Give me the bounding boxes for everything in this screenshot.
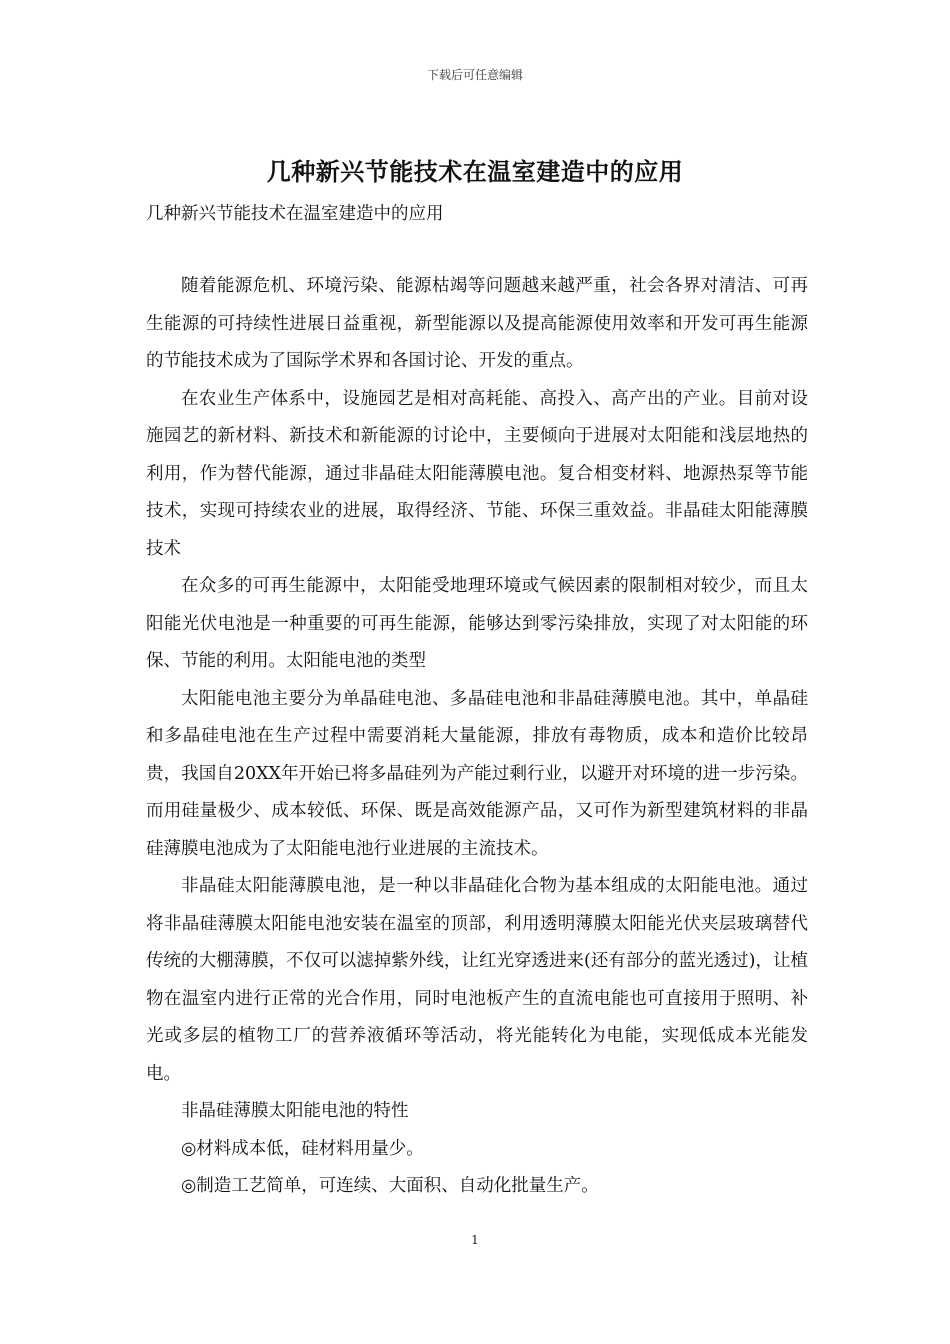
section-heading: 非晶硅薄膜太阳能电池的特性 (181, 1101, 409, 1121)
paragraph: 在农业生产体系中，设施园艺是相对高耗能、高投入、高产出的产业。目前对设施园艺的新材料、新技术和新能源的讨论中，主要倾向于进展对太阳能和浅层地热的利用，作为替代能源，通过非晶硅太阳能薄膜电池。复合相变材料、地源热泵等节能技术，实现可持续农业的进展，取得经济、节能、环保三重效益。非晶硅太阳能薄膜技术 (146, 388, 808, 559)
list-item: ◎制造工艺简单，可连续、大面积、自动化批量生产。 (181, 1176, 599, 1196)
body-text (146, 268, 808, 1206)
paragraph: 在众多的可再生能源中，太阳能受地理环境或气候因素的限制相对较少，而且太阳能光伏电池是一种重要的可再生能源，能够达到零污染排放，实现了对太阳能的环保、节能的利用。太阳能电池的类型 (146, 576, 808, 671)
list-item: ◎材料成本低，硅材料用量少。 (181, 1138, 424, 1159)
page-number: 1 (471, 1233, 479, 1247)
paragraph: 太阳能电池主要分为单晶硅电池、多晶硅电池和非晶硅薄膜电池。其中，单晶硅和多晶硅电池在生产过程中需要消耗大量能源，排放有毒物质，成本和造价比较昂贵，我国自20XX年开始已将多晶硅列为产能过剩行业，以避开对环境的进一步污染。而用硅量极少、成本较低、环保、既是高效能源产品，又可作为新型建筑材料的非晶硅薄膜电池成为了太阳能电池行业进展的主流技术。 (146, 688, 808, 859)
paragraph: 随着能源危机、环境污染、能源枯竭等问题越来越严重，社会各界对清洁、可再生能源的可持续性进展日益重视，新型能源以及提高能源使用效率和开发可再生能源的节能技术成为了国际学术界和各国讨论、开发的重点。 (146, 276, 808, 371)
paragraph: 非晶硅太阳能薄膜电池，是一种以非晶硅化合物为基本组成的太阳能电池。通过将非晶硅薄膜太阳能电池安装在温室的顶部，利用透明薄膜太阳能光伏夹层玻璃替代传统的大棚薄膜，不仅可以滤掉紫外线，让红光穿透进来(还有部分的蓝光透过)，让植物在温室内进行正常的光合作用，同时电池板产生的直流电能也可直接用于照明、补光或多层的植物工厂的营养液循环等活动，将光能转化为电能，实现低成本光能发电。 (146, 876, 808, 1084)
document-subtitle: 几种新兴节能技术在温室建造中的应用 (146, 204, 444, 224)
header-note: 下载后可任意编辑 (426, 68, 523, 82)
document-title: 几种新兴节能技术在温室建造中的应用 (266, 157, 684, 186)
